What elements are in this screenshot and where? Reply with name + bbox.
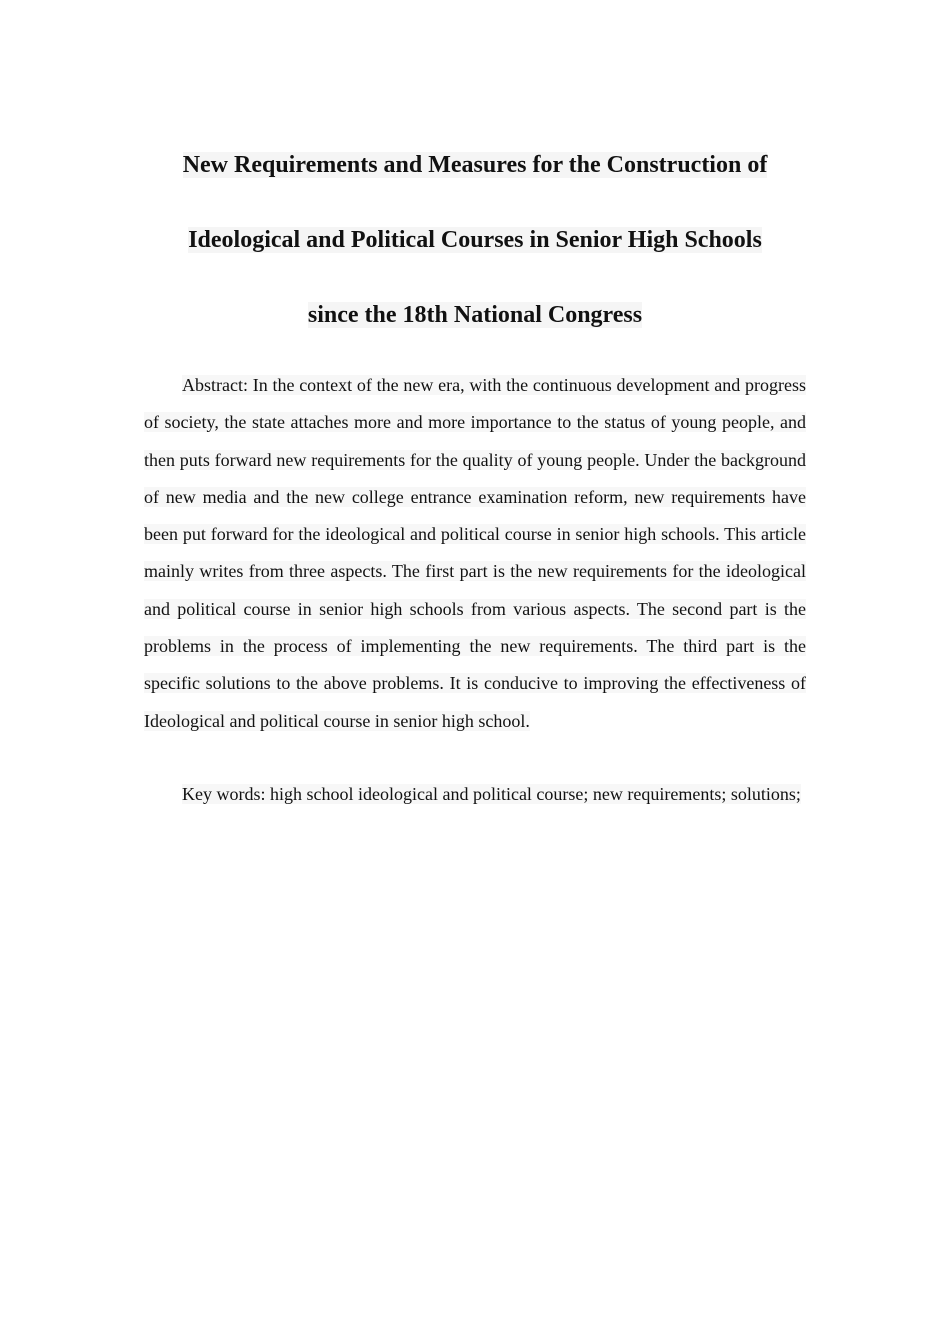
keywords-text: Key words: high school ideological and political course; new requirements; solutions; [182,784,801,804]
title-line-3: since the 18th National Congress [307,302,643,328]
document-title [144,128,806,353]
keywords-paragraph [144,776,806,813]
title-line-1: New Requirements and Measures for the Construction of [182,152,768,178]
abstract-paragraph [144,367,806,740]
title-line-2: Ideological and Political Courses in Senior High Schools [188,227,762,253]
abstract-text: Abstract: In the context of the new era, with the continuous development and progress of society, the state attaches more and more importance to the status of young people, and then puts forward new requirements for the quality of young people. Under the background of new media and the new college entrance examination reform, new requirements have been put forward for the ideological and political course in senior high schools. This article mainly writes from three aspects. The first part is the new requirements for the ideological and political course in senior high schools from various aspects. The second part is the problems in the process of implementing the new requirements. The third part is the specific solutions to the above problems. It is conducive to improving the effectiveness of Ideological and political course in senior high school. [144,375,806,731]
document-page [144,0,806,1344]
